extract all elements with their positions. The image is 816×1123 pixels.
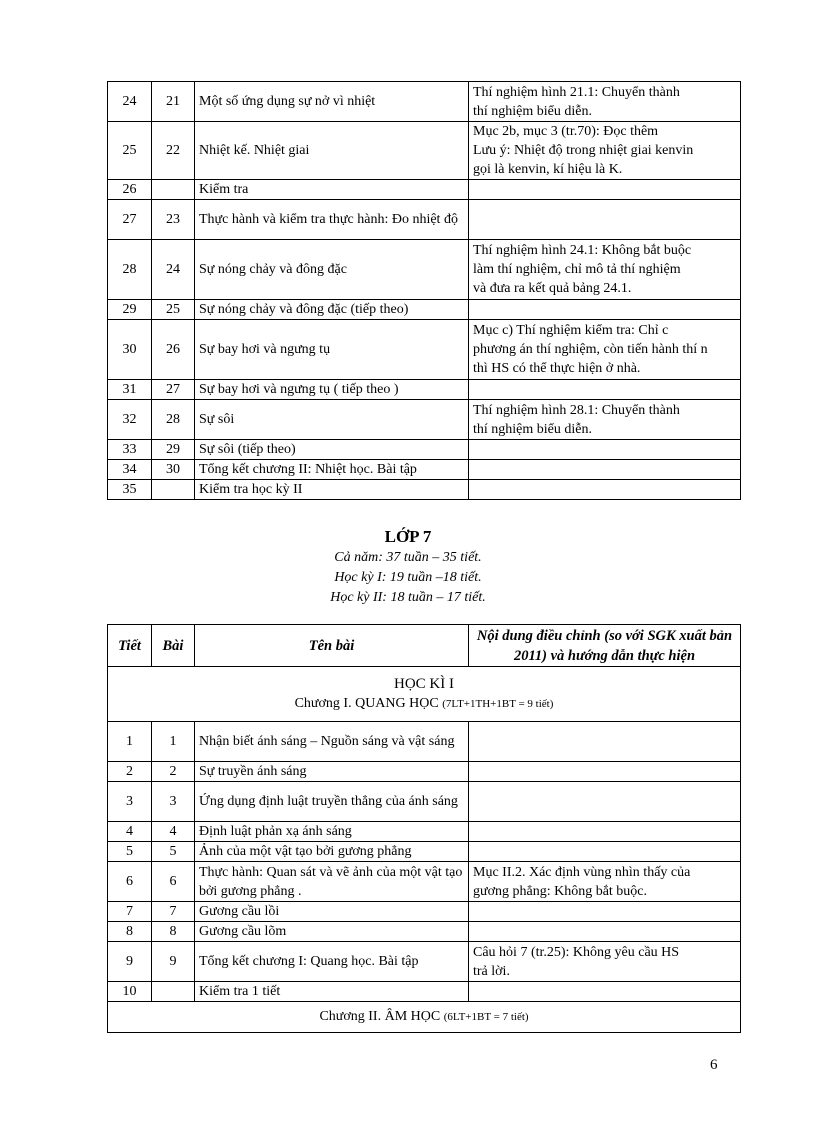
table-row — [108, 400, 741, 440]
bai-cell: 4 — [152, 822, 195, 842]
chuong1-main: Chương I. QUANG HỌC — [294, 696, 439, 711]
noi-dung-line: phương án thí nghiệm, còn tiến hành thí n — [473, 342, 708, 357]
bai-cell: 6 — [152, 862, 195, 902]
lop7-table — [107, 624, 741, 1033]
noi-dung-cell — [469, 82, 741, 122]
chuong2-row — [108, 1002, 741, 1033]
table-row — [108, 82, 741, 122]
table-row — [108, 842, 741, 862]
ten-bai-cell: Gương cầu lồi — [195, 902, 469, 922]
tiet-cell: 5 — [108, 842, 152, 862]
ten-bai-cell: Ứng dụng định luật truyền thẳng của ánh sáng — [195, 782, 469, 822]
bai-cell: 5 — [152, 842, 195, 862]
table-row — [108, 822, 741, 842]
ten-bai-cell: Sự bay hơi và ngưng tụ — [195, 320, 469, 380]
tiet-cell: 35 — [108, 480, 152, 500]
header-row — [108, 625, 741, 667]
noi-dung-cell — [469, 942, 741, 982]
table-row — [108, 782, 741, 822]
tiet-cell: 10 — [108, 982, 152, 1002]
noi-dung-line: Thí nghiệm hình 21.1: Chuyển thành — [473, 84, 680, 100]
table-row — [108, 240, 741, 300]
table-row — [108, 200, 741, 240]
noi-dung-line: Thí nghiệm hình 28.1: Chuyển thành — [473, 402, 680, 418]
ten-bai-cell: Sự sôi (tiếp theo) — [195, 440, 469, 460]
lop7-hk1-line: Học kỳ I: 19 tuần –18 tiết. — [334, 570, 482, 585]
bai-cell: 24 — [152, 240, 195, 300]
tiet-cell: 34 — [108, 460, 152, 480]
ten-bai-cell: Sự truyền ánh sáng — [195, 762, 469, 782]
ten-bai-cell: Gương cầu lõm — [195, 922, 469, 942]
noi-dung-cell — [469, 180, 741, 200]
tiet-cell: 32 — [108, 400, 152, 440]
noi-dung-line: Mục II.2. Xác định vùng nhìn thấy của — [473, 864, 691, 880]
header-noi-dung: Nội dung điều chỉnh (so với SGK xuất bản 2011) và hướng dẫn thực hiện — [469, 625, 741, 667]
bai-cell: 26 — [152, 320, 195, 380]
noi-dung-cell — [469, 122, 741, 180]
ten-bai-cell: Sự nóng chảy và đông đặc (tiếp theo) — [195, 300, 469, 320]
bai-cell: 27 — [152, 380, 195, 400]
chuong2-detail: (6LT+1BT = 7 tiết) — [443, 1011, 529, 1023]
ten-bai-cell: Sự bay hơi và ngưng tụ ( tiếp theo ) — [195, 380, 469, 400]
tiet-cell: 30 — [108, 320, 152, 380]
noi-dung-cell — [469, 200, 741, 240]
ten-bai-cell: Thực hành: Quan sát và vẽ ảnh của một vật tạo bởi gương phẳng . — [195, 862, 469, 902]
bai-cell — [152, 180, 195, 200]
lop7-title: LỚP 7 — [384, 527, 432, 546]
table-row — [108, 300, 741, 320]
noi-dung-cell — [469, 380, 741, 400]
lop7-hk2-line: Học kỳ II: 18 tuần – 17 tiết. — [330, 590, 486, 605]
noi-dung-cell — [469, 240, 741, 300]
ten-bai-cell: Nhận biết ánh sáng – Nguồn sáng và vật sáng — [195, 722, 469, 762]
tiet-cell: 2 — [108, 762, 152, 782]
tiet-cell: 8 — [108, 922, 152, 942]
ten-bai-cell: Tổng kết chương I: Quang học. Bài tập — [195, 942, 469, 982]
noi-dung-cell — [469, 922, 741, 942]
tiet-cell: 4 — [108, 822, 152, 842]
ten-bai-cell: Tổng kết chương II: Nhiệt học. Bài tập — [195, 460, 469, 480]
tiet-cell: 1 — [108, 722, 152, 762]
noi-dung-cell — [469, 762, 741, 782]
noi-dung-cell — [469, 842, 741, 862]
bai-cell: 28 — [152, 400, 195, 440]
table-row — [108, 320, 741, 380]
noi-dung-cell — [469, 862, 741, 902]
noi-dung-line: thí nghiệm biểu diễn. — [473, 103, 592, 119]
table-row — [108, 460, 741, 480]
noi-dung-cell — [469, 722, 741, 762]
noi-dung-cell — [469, 902, 741, 922]
tiet-cell: 24 — [108, 82, 152, 122]
noi-dung-line: Mục 2b, mục 3 (tr.70): Đọc thêm — [473, 124, 659, 139]
lop7-year-line: Cả năm: 37 tuần – 35 tiết. — [334, 550, 482, 565]
tiet-cell: 25 — [108, 122, 152, 180]
bai-cell: 2 — [152, 762, 195, 782]
header-bai: Bài — [152, 625, 195, 667]
ten-bai-cell: Nhiệt kế. Nhiệt giai — [195, 122, 469, 180]
noi-dung-cell — [469, 300, 741, 320]
ten-bai-cell: Ảnh của một vật tạo bởi gương phẳng — [195, 842, 469, 862]
noi-dung-line: Thí nghiệm hình 24.1: Không bắt buộc — [473, 243, 692, 258]
lop6-tail-table — [107, 81, 741, 500]
noi-dung-line: Câu hỏi 7 (tr.25): Không yêu cầu HS — [473, 944, 680, 960]
bai-cell: 29 — [152, 440, 195, 460]
header-ten-bai: Tên bài — [195, 625, 469, 667]
ten-bai-cell: Kiểm tra — [195, 180, 469, 200]
tiet-cell: 6 — [108, 862, 152, 902]
noi-dung-line: trả lời. — [473, 963, 510, 979]
tiet-cell: 31 — [108, 380, 152, 400]
table-row — [108, 902, 741, 922]
noi-dung-cell — [469, 782, 741, 822]
chuong1-detail: (7LT+1TH+1BT = 9 tiết) — [442, 698, 554, 710]
header-tiet: Tiết — [108, 625, 152, 667]
noi-dung-line: Lưu ý: Nhiệt độ trong nhiệt giai kenvin — [473, 143, 694, 158]
bai-cell: 3 — [152, 782, 195, 822]
noi-dung-cell — [469, 320, 741, 380]
table-row — [108, 122, 741, 180]
table-row — [108, 862, 741, 902]
tiet-cell: 3 — [108, 782, 152, 822]
noi-dung-line: Mục c) Thí nghiệm kiểm tra: Chỉ c — [473, 323, 669, 338]
bai-cell: 9 — [152, 942, 195, 982]
ten-bai-cell: Định luật phản xạ ánh sáng — [195, 822, 469, 842]
table-row — [108, 380, 741, 400]
bai-cell: 23 — [152, 200, 195, 240]
ten-bai-cell: Một số ứng dụng sự nở vì nhiệt — [195, 82, 469, 122]
noi-dung-line: thí nghiệm biểu diễn. — [473, 421, 592, 437]
bai-cell: 21 — [152, 82, 195, 122]
lop7-heading — [0, 526, 816, 608]
chuong2-main: Chương II. ÂM HỌC — [319, 1009, 441, 1024]
hoc-ki-row — [108, 667, 741, 722]
ten-bai-cell: Kiểm tra 1 tiết — [195, 982, 469, 1002]
table-row — [108, 722, 741, 762]
page-number: 6 — [710, 1057, 718, 1073]
bai-cell — [152, 480, 195, 500]
tiet-cell: 28 — [108, 240, 152, 300]
noi-dung-line: gọi là kenvin, kí hiệu là K. — [473, 162, 623, 177]
noi-dung-line: thì HS có thể thực hiện ở nhà. — [473, 361, 641, 376]
table-row — [108, 922, 741, 942]
bai-cell — [152, 982, 195, 1002]
tiet-cell: 29 — [108, 300, 152, 320]
tiet-cell: 33 — [108, 440, 152, 460]
ten-bai-cell: Sự nóng chảy và đông đặc — [195, 240, 469, 300]
noi-dung-line: làm thí nghiệm, chỉ mô tả thí nghiệm — [473, 262, 681, 277]
bai-cell: 30 — [152, 460, 195, 480]
tiet-cell: 7 — [108, 902, 152, 922]
ten-bai-cell: Sự sôi — [195, 400, 469, 440]
bai-cell: 8 — [152, 922, 195, 942]
ten-bai-cell: Kiểm tra học kỳ II — [195, 480, 469, 500]
tiet-cell: 27 — [108, 200, 152, 240]
ten-bai-cell: Thực hành và kiểm tra thực hành: Đo nhiệt độ — [195, 200, 469, 240]
table-row — [108, 440, 741, 460]
noi-dung-cell — [469, 480, 741, 500]
table-row — [108, 942, 741, 982]
chuong2-heading — [112, 1007, 736, 1027]
noi-dung-line: và đưa ra kết quả bảng 24.1. — [473, 281, 632, 296]
tiet-cell: 9 — [108, 942, 152, 982]
table-row — [108, 982, 741, 1002]
chuong1-heading — [112, 694, 736, 714]
noi-dung-cell — [469, 982, 741, 1002]
noi-dung-cell — [469, 822, 741, 842]
noi-dung-cell — [469, 440, 741, 460]
table-row — [108, 762, 741, 782]
bai-cell: 7 — [152, 902, 195, 922]
bai-cell: 22 — [152, 122, 195, 180]
hoc-ki-title: HỌC KÌ I — [394, 676, 454, 692]
tiet-cell: 26 — [108, 180, 152, 200]
noi-dung-cell — [469, 460, 741, 480]
table-row — [108, 180, 741, 200]
noi-dung-cell — [469, 400, 741, 440]
noi-dung-line: gương phẳng: Không bắt buộc. — [473, 883, 648, 899]
bai-cell: 25 — [152, 300, 195, 320]
bai-cell: 1 — [152, 722, 195, 762]
table-row — [108, 480, 741, 500]
